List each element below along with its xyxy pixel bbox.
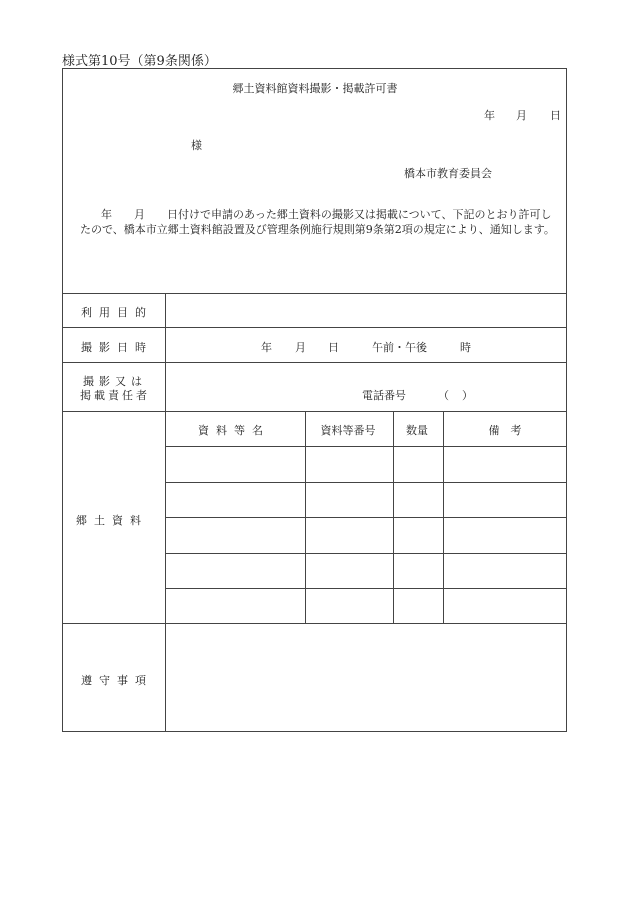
divider — [165, 588, 566, 589]
datetime-hour: 時 — [460, 341, 471, 354]
issuer: 橋本市教育委員会 — [404, 167, 492, 180]
divider — [165, 553, 566, 554]
body-line-1: 年 月 日付けで申請のあった郷土資料の撮影又は掲載について、下記のとおり許可し — [101, 208, 552, 221]
divider — [165, 482, 566, 483]
document-title: 郷土資料館資料撮影・掲載許可書 — [232, 82, 398, 95]
datetime-year: 年 — [261, 341, 272, 354]
divider — [63, 293, 566, 294]
divider — [63, 362, 566, 363]
divider — [63, 327, 566, 328]
column-divider — [305, 411, 306, 623]
notes-label: 遵守事項 — [81, 674, 153, 687]
purpose-label: 利用目的 — [81, 306, 153, 319]
divider — [63, 411, 566, 412]
date-year: 年 — [484, 109, 495, 122]
divider — [63, 623, 566, 624]
materials-header-remarks: 備 考 — [488, 424, 522, 437]
addressee-suffix: 様 — [191, 139, 202, 152]
body-line-2: たので、橋本市立郷土資料館設置及び管理条例施行規則第9条第2項の規定により、通知します。 — [80, 223, 555, 236]
form-number: 様式第10号（第9条関係） — [62, 54, 217, 69]
column-divider — [443, 411, 444, 623]
responsible-label-line1: 撮影又は — [83, 375, 147, 388]
phone-paren-open: （ — [438, 389, 449, 402]
datetime-day: 日 — [328, 341, 339, 354]
materials-label: 郷土資料 — [76, 514, 148, 527]
date-month: 月 — [516, 109, 527, 122]
materials-header-name: 資料等名 — [198, 424, 270, 437]
column-divider — [393, 411, 394, 623]
datetime-month: 月 — [295, 341, 306, 354]
datetime-label: 撮影日時 — [81, 341, 153, 354]
responsible-label-line2: 掲載責任者 — [80, 389, 150, 402]
phone-label: 電話番号 — [362, 389, 406, 402]
materials-header-number: 資料等番号 — [320, 424, 376, 437]
datetime-ampm: 午前・午後 — [372, 341, 427, 354]
date-day: 日 — [550, 109, 561, 122]
label-column-divider — [165, 293, 166, 731]
divider — [165, 517, 566, 518]
materials-header-quantity: 数量 — [406, 424, 428, 437]
phone-paren-close: ） — [462, 389, 473, 402]
divider — [165, 446, 566, 447]
